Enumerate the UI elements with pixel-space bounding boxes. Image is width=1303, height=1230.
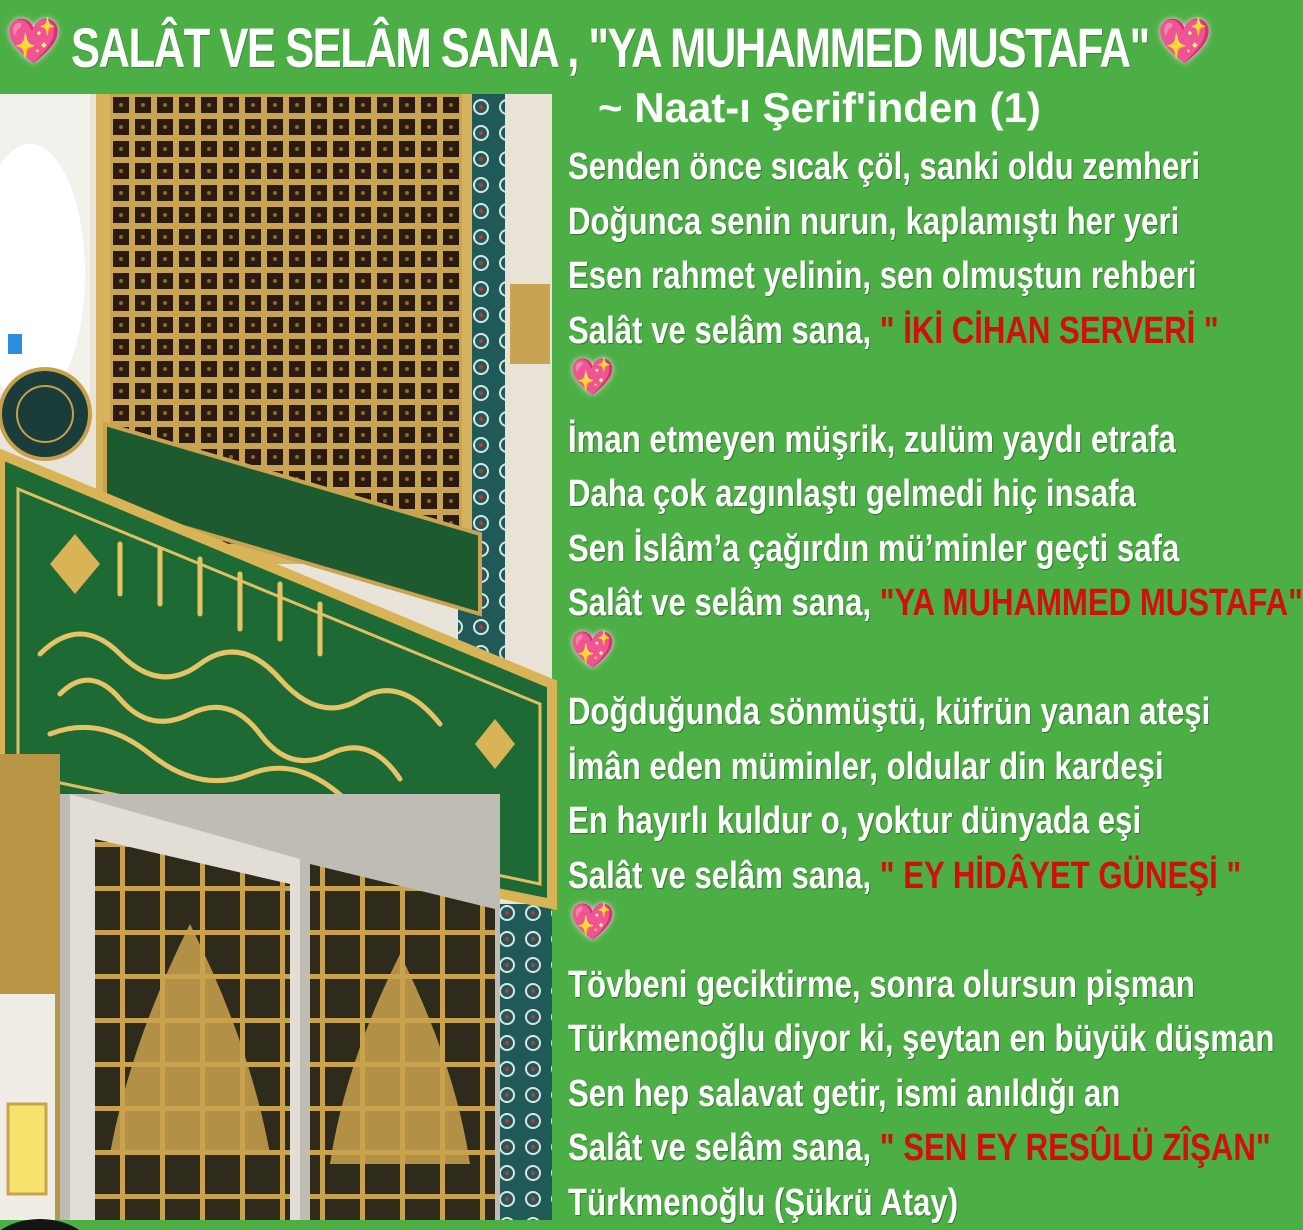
poem-line: Senden önce sıcak çöl, sanki oldu zemheri (568, 140, 1103, 195)
stanza-divider (568, 358, 1220, 413)
poem-line: Türkmenoğlu diyor ki, şeytan en büyük düşman (568, 1012, 1103, 1067)
refrain-prefix: Salât ve selâm sana, (568, 1127, 871, 1169)
refrain-prefix: Salât ve selâm sana, (568, 310, 871, 352)
stanza (568, 140, 1220, 413)
stanza (568, 685, 1220, 958)
poem-line: Esen rahmet yelinin, sen olmuştun rehberi (568, 249, 1103, 304)
poem (568, 140, 1220, 1230)
title-bar (0, 0, 1220, 94)
stanza (568, 413, 1220, 686)
refrain-line (568, 849, 1103, 904)
stanza-divider (568, 631, 1220, 686)
refrain-line (568, 576, 1103, 631)
refrain-highlight: " SEN EY RESÛLÜ ZÎŞAN" (880, 1127, 1271, 1169)
refrain-line (568, 1121, 1103, 1176)
poem-line: Doğduğunda sönmüştü, küfrün yanan ateşi (568, 685, 1103, 740)
mosque-wall-photo (0, 94, 552, 1220)
sparkling-heart-icon: 💖 (570, 632, 615, 668)
stanza (568, 958, 1220, 1176)
poem-line: Tövbeni geciktirme, sonra olursun pişman (568, 958, 1103, 1013)
stanza-divider (568, 903, 1220, 958)
refrain-highlight: " EY HİDÂYET GÜNEŞİ " (880, 855, 1241, 897)
poem-line: Sen İslâm’a çağırdın mü’minler geçti safa (568, 522, 1103, 577)
poem-line: İman etmeyen müşrik, zulüm yaydı etrafa (568, 413, 1103, 468)
page-title: SALÂT VE SELÂM SANA , "YA MUHAMMED MUSTAFA" (71, 15, 1149, 80)
poem-line: En hayırlı kuldur o, yoktur dünyada eşi (568, 794, 1103, 849)
refrain-highlight: " İKİ CİHAN SERVERİ " (880, 310, 1219, 352)
poem-line: İmân eden müminler, oldular din kardeşi (568, 740, 1103, 795)
author-signature: Türkmenoğlu (Şükrü Atay) (568, 1176, 1103, 1230)
refrain-prefix: Salât ve selâm sana, (568, 582, 871, 624)
sparkling-heart-icon: 💖 (570, 904, 615, 940)
refrain-line (568, 304, 1103, 359)
subtitle: ~ Naat-ı Şerif'inden (1) (598, 84, 1198, 132)
mosque-wall-illustration (0, 94, 552, 1220)
refrain-prefix: Salât ve selâm sana, (568, 855, 871, 897)
sparkling-heart-icon: 💖 (1157, 20, 1212, 64)
refrain-highlight: "YA MUHAMMED MUSTAFA" (880, 582, 1303, 624)
sparkling-heart-icon: 💖 (570, 359, 615, 395)
poem-line: Sen hep salavat getir, ismi anıldığı an (568, 1067, 1103, 1122)
poem-line: Doğunca senin nurun, kaplamıştı her yeri (568, 195, 1103, 250)
poem-line: Daha çok azgınlaştı gelmedi hiç insafa (568, 467, 1103, 522)
sparkling-heart-icon: 💖 (6, 20, 61, 64)
